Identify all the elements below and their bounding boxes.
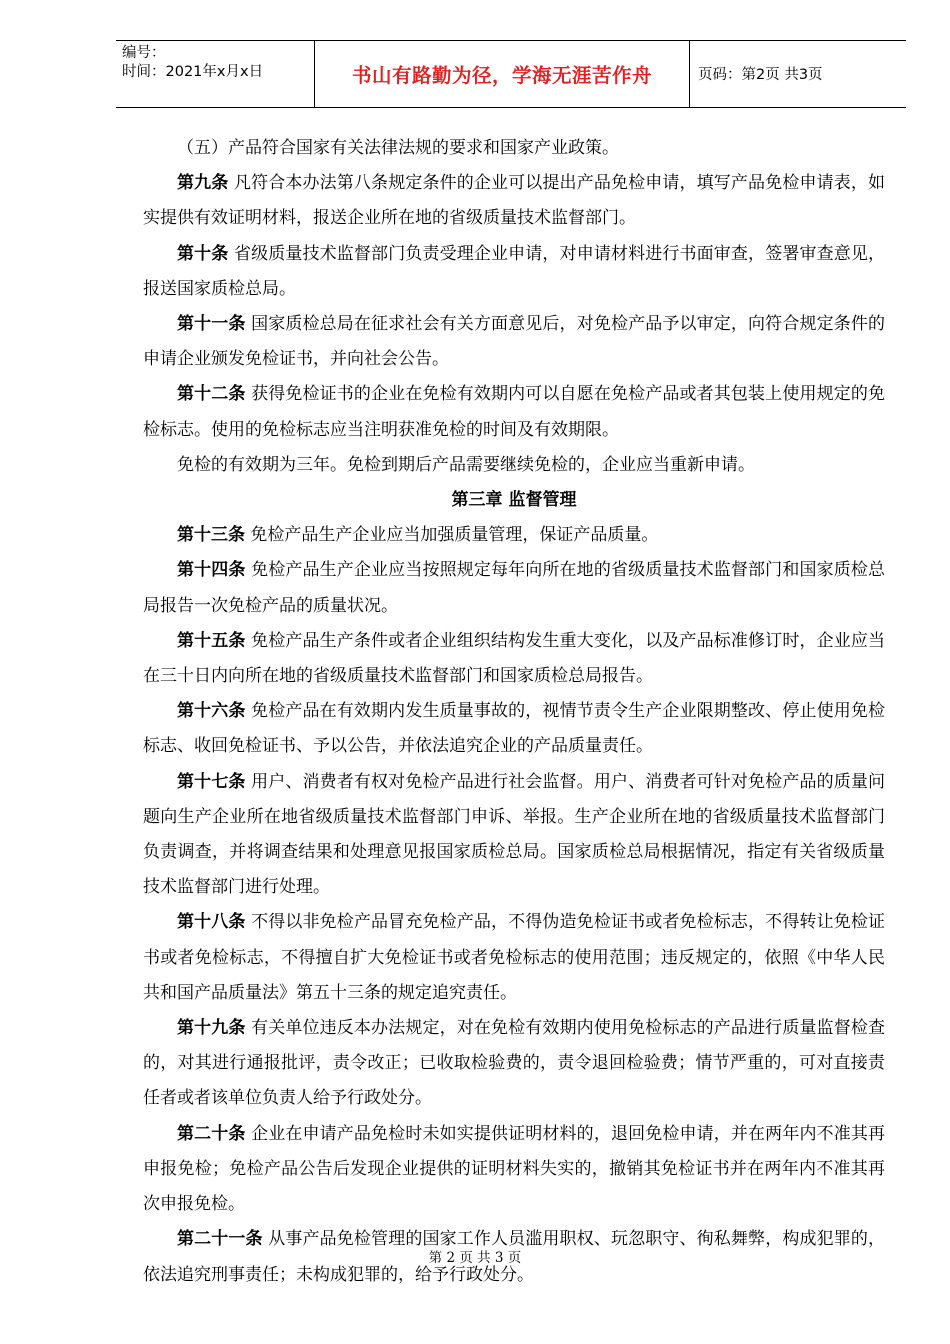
article-heading: 第十三条 [177,525,245,546]
article-text: 企业在申请产品免检时未如实提供证明材料的，退回免检申请，并在两年内不准其再申报免检；免检产品公告后发现企业提供的证明材料失实的，撤销其免检证书并在两年内不准其再次申报免检。 [143,1123,886,1215]
article-text: 免检产品在有效期内发生质量事故的，视情节责令生产企业限期整改、停止使用免检标志、收回免检证书、予以公告，并依法追究企业的产品质量责任。 [143,701,886,757]
paragraph [143,131,885,166]
article-text: 免检产品生产企业应当按照规定每年向所在地的省级质量技术监督部门和国家质检总局报告一次免检产品的质量状况。 [143,560,886,616]
article-heading: 第九条 [177,173,229,194]
article-text: 有关单位违反本办法规定，对在免检有效期内使用免检标志的产品进行质量监督检查的，对其进行通报批评，责令改正；已收取检验费的，责令退回检验费；情节严重的，可对直接责任者或者该单位负责人给予行政处分。 [143,1018,886,1109]
article-10 [143,237,885,307]
document-body [143,131,885,1293]
article-heading: 第二十一条 [177,1229,263,1250]
article-heading: 第十八条 [177,912,246,933]
article-13 [143,518,885,553]
article-16 [143,694,885,764]
article-text: 获得免检证书的企业在免检有效期内可以自愿在免检产品或者其包装上使用规定的免检标志。使用的免检标志应当注明获准免检的时间及有效期限。 [143,384,886,440]
paragraph [143,448,885,483]
article-15 [143,624,885,694]
article-heading: 第十二条 [177,384,246,405]
doc-number-label: 编号： [122,45,166,61]
article-heading: 第十六条 [177,701,246,722]
article-heading: 第十四条 [177,560,246,581]
article-text: 凡符合本办法第八条规定条件的企业可以提出产品免检申请，填写产品免检申请表，如实提供有效证明材料，报送企业所在地的省级质量技术监督部门。 [143,173,886,229]
article-text: 免检产品生产条件或者企业组织结构发生重大变化，以及产品标准修订时，企业应当在三十日内向所在地的省级质量技术监督部门和国家质检总局报告。 [143,630,886,687]
paragraph-text: （五）产品符合国家有关法律法规的要求和国家产业政策。 [177,138,619,158]
article-heading: 第十五条 [177,630,246,651]
article-17 [143,765,885,906]
article-text: 从事产品免检管理的国家工作人员滥用职权、玩忽职守、徇私舞弊，构成犯罪的，依法追究刑事责任；未构成犯罪的，给予行政处分。 [143,1229,886,1285]
article-heading: 第十七条 [177,771,246,792]
article-text: 国家质检总局在征求社会有关方面意见后，对免检产品予以审定，向符合规定条件的申请企业颁发免检证书，并向社会公告。 [143,314,886,370]
article-heading: 第十一条 [177,314,246,335]
doc-time-label: 时间：2021年x月x日 [122,64,264,80]
header-meta [116,41,315,107]
article-12 [143,377,885,447]
article-9 [143,166,885,236]
paragraph-text: 免检的有效期为三年。免检到期后产品需要继续免检的，企业应当重新申请。 [177,454,755,475]
article-text: 省级质量技术监督部门负责受理企业申请，对申请材料进行书面审查，签署审查意见，报送国家质检总局。 [143,243,886,299]
article-text: 用户、消费者有权对免检产品进行社会监督。用户、消费者可针对免检产品的质量问题向生产企业所在地省级质量技术监督部门申诉、举报。生产企业所在地的省级质量技术监督部门负责调查，并将调查结果和处理意见报国家质检总局。国家质检总局根据情况，指定有关省级质量技术监督部门进行处理。 [143,771,886,898]
article-text: 免检产品生产企业应当加强质量管理，保证产品质量。 [250,525,659,546]
article-heading: 第二十条 [177,1123,246,1144]
article-18 [143,905,885,1011]
article-11 [143,307,885,377]
header-page-info: 页码：第2页 共3页 [698,67,823,83]
header-motto: 书山有路勤为径，学海无涯苦作舟 [315,41,690,107]
article-20 [143,1117,885,1223]
article-14 [143,553,885,623]
article-19 [143,1011,885,1117]
article-heading: 第十九条 [177,1018,246,1039]
article-heading: 第十条 [177,243,229,264]
page-footer: 第 2 页 共 3 页 [428,1250,522,1266]
chapter-heading: 第三章 监督管理 [451,490,577,511]
article-text: 不得以非免检产品冒充免检产品，不得伪造免检证书或者免检标志，不得转让免检证书或者免检标志，不得擅自扩大免检证书或者免检标志的使用范围；违反规定的，依照《中华人民共和国产品质量法》第五十三条的规定追究责任。 [143,912,886,1003]
page-header [116,40,906,108]
